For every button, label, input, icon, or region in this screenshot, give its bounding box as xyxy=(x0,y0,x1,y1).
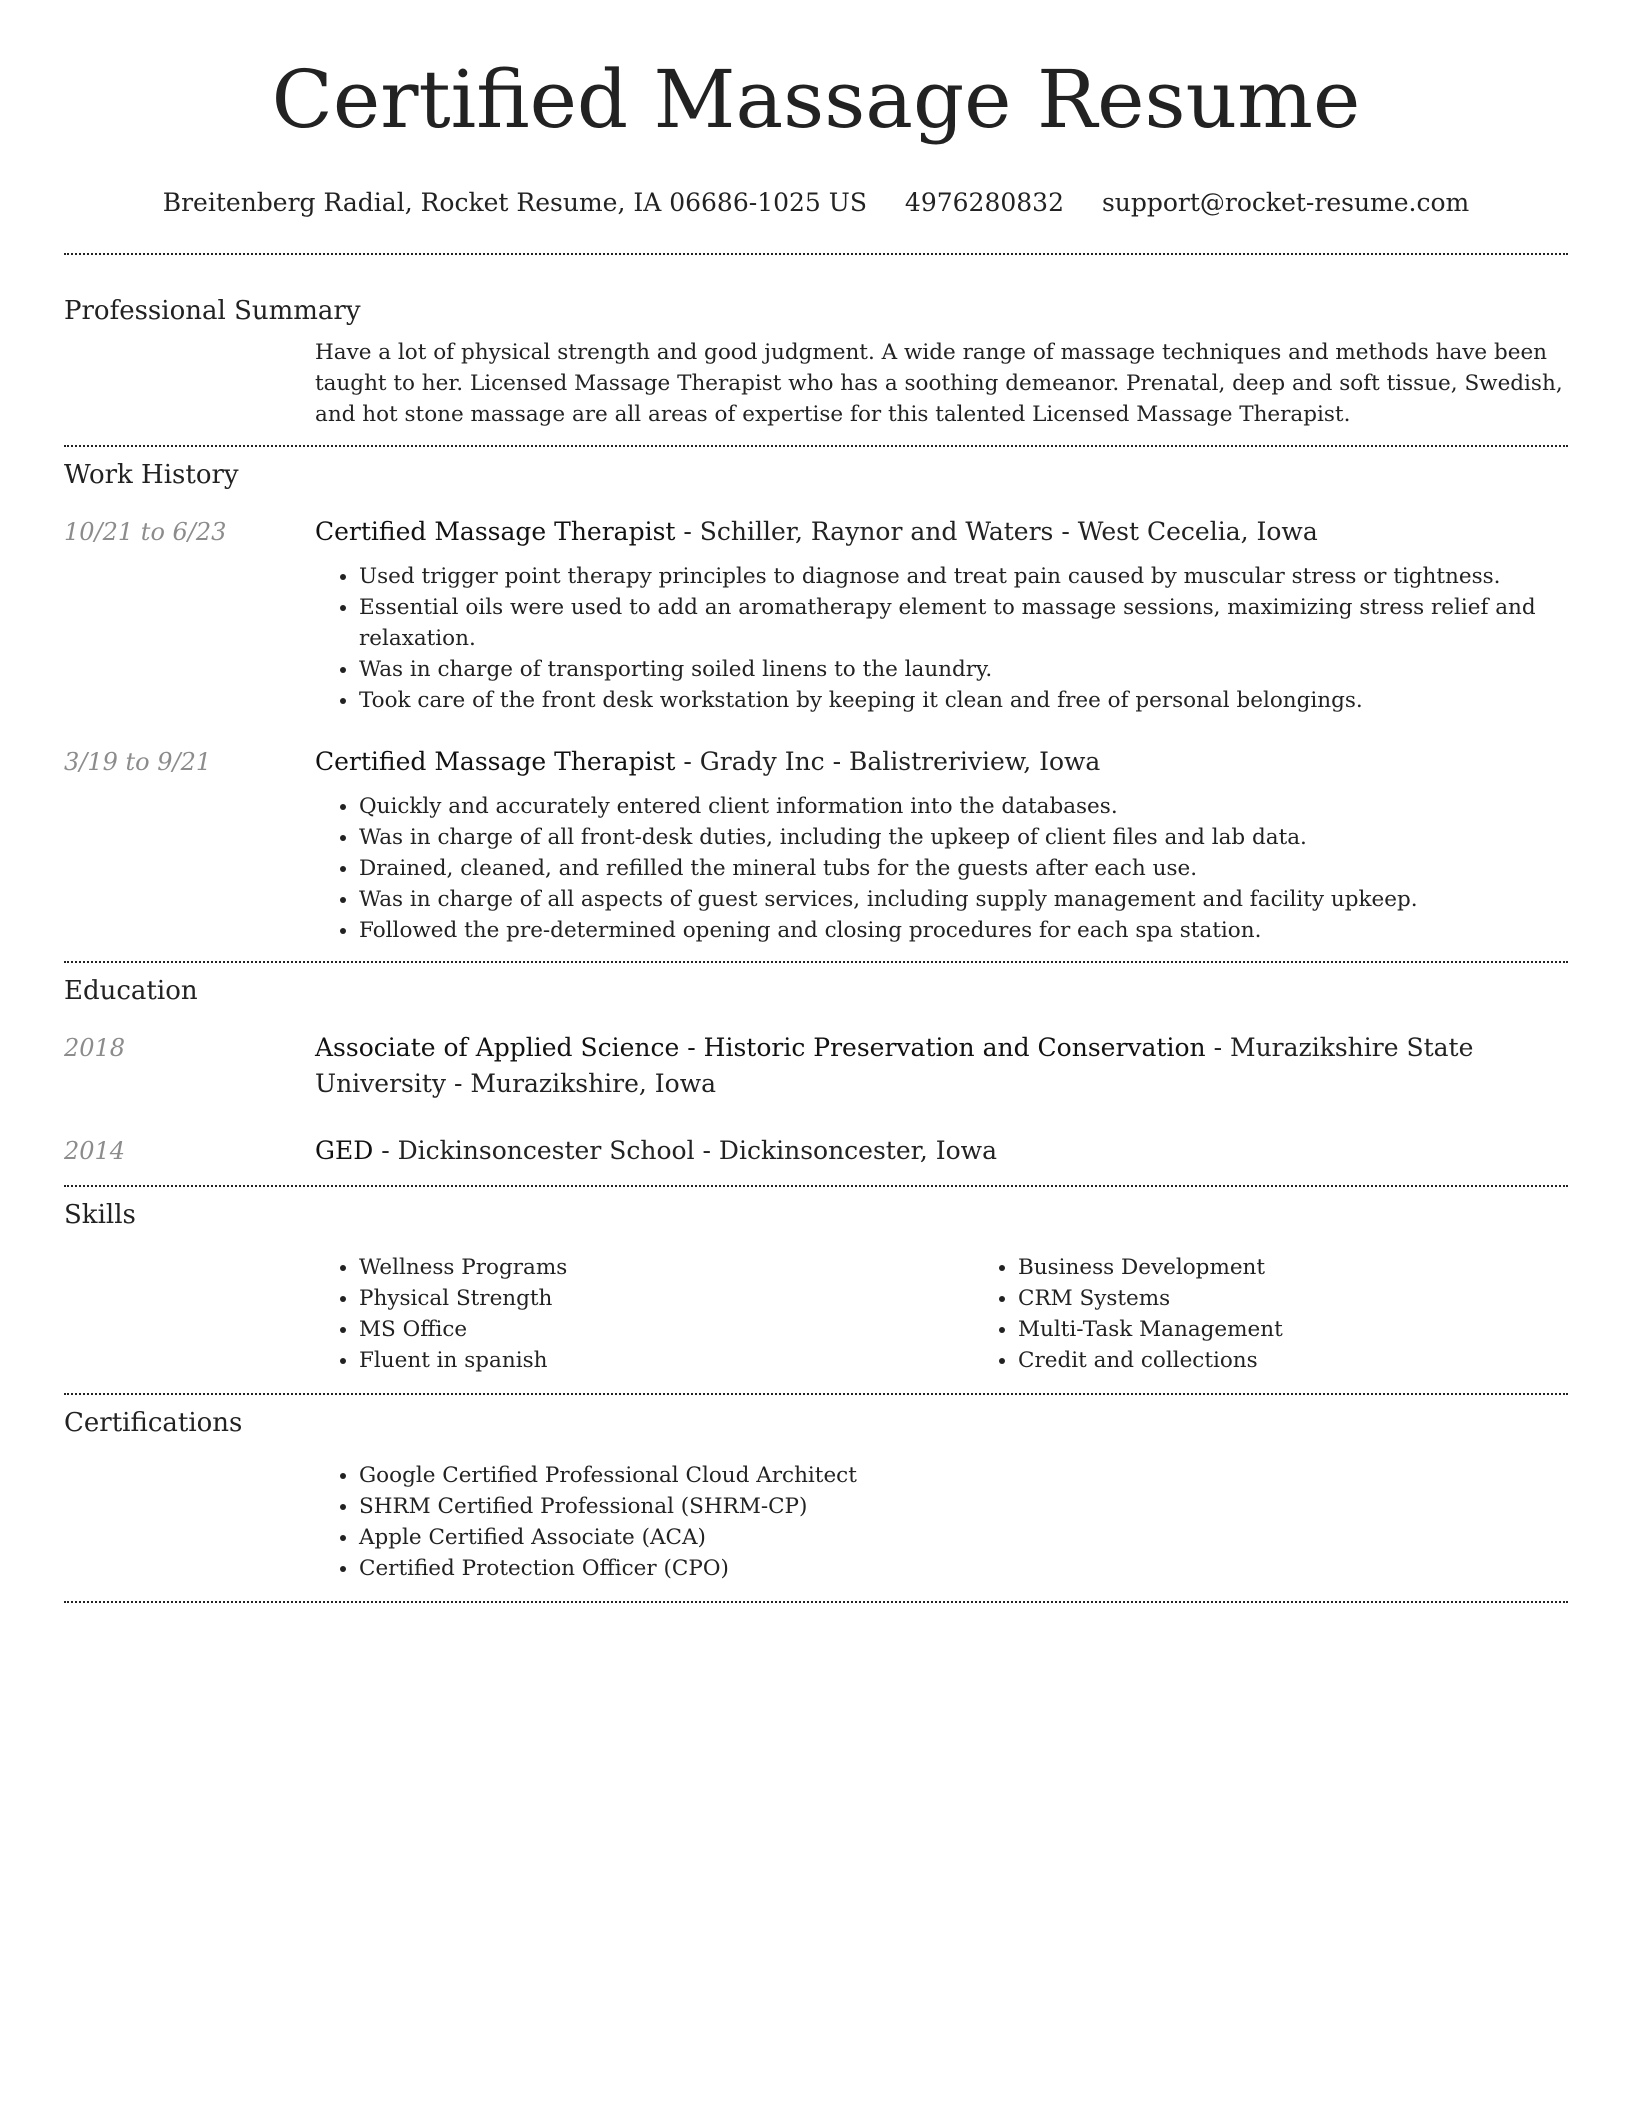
list-item: • Fluent in spanish xyxy=(359,1345,974,1376)
list-item: • Credit and collections xyxy=(1018,1345,1632,1376)
contact-address: Breitenberg Radial, Rocket Resume, IA 06686-1025 US xyxy=(162,188,867,217)
contact-phone: 4976280832 xyxy=(904,188,1064,217)
job-employer: - Schiller, Raynor and Waters - West Cecelia, Iowa xyxy=(675,517,1318,546)
list-item: • Was in charge of all front-desk duties, including the upkeep of client files and lab data. xyxy=(359,822,1568,853)
list-item: • Wellness Programs xyxy=(359,1252,974,1283)
divider xyxy=(64,1185,1568,1187)
certifications-section xyxy=(64,1406,1568,1584)
list-item: • Physical Strength xyxy=(359,1283,974,1314)
list-item: • Took care of the front desk workstation by keeping it clean and free of personal belongings. xyxy=(359,685,1568,716)
list-item: • Business Development xyxy=(1018,1252,1632,1283)
education-heading: Education xyxy=(64,976,198,1006)
education-degree: Associate of Applied Science - Historic Preservation and Conservation xyxy=(315,1033,1206,1062)
list-item: • Was in charge of transporting soiled linens to the laundry. xyxy=(359,654,1568,685)
contact-line xyxy=(64,186,1568,220)
job-title: Certified Massage Therapist xyxy=(315,747,676,776)
education-heading-line xyxy=(315,1133,1568,1169)
job-duties-list xyxy=(315,561,1568,716)
job-entry xyxy=(64,744,1568,946)
list-item: • Google Certified Professional Cloud Architect xyxy=(359,1460,1568,1491)
education-section xyxy=(64,974,1568,1169)
list-item: • Quickly and accurately entered client information into the databases. xyxy=(359,791,1568,822)
job-title: Certified Massage Therapist xyxy=(315,517,676,546)
work-history-heading: Work History xyxy=(64,460,239,490)
list-item: • Multi-Task Management xyxy=(1018,1314,1632,1345)
skills-list-left xyxy=(315,1252,974,1376)
job-entry xyxy=(64,514,1568,716)
job-employer: - Grady Inc - Balistreriview, Iowa xyxy=(675,747,1101,776)
list-item: • MS Office xyxy=(359,1314,974,1345)
list-item: • Was in charge of all aspects of guest services, including supply management and facility upkeep. xyxy=(359,884,1568,915)
divider xyxy=(64,1393,1568,1395)
job-heading xyxy=(315,514,1568,550)
list-item: • Apple Certified Associate (ACA) xyxy=(359,1522,1568,1553)
divider xyxy=(64,445,1568,447)
education-year: 2014 xyxy=(64,1137,126,1165)
divider xyxy=(64,1601,1568,1603)
skills-list-right xyxy=(974,1252,1632,1376)
divider xyxy=(64,961,1568,963)
list-item: • Followed the pre-determined opening and closing procedures for each spa station. xyxy=(359,915,1568,946)
resume-title: Certified Massage Resume xyxy=(271,53,1361,146)
certifications-heading: Certifications xyxy=(64,1408,243,1438)
skills-section xyxy=(64,1198,1568,1376)
education-degree: GED xyxy=(315,1136,374,1165)
summary-section xyxy=(64,294,1568,430)
education-year: 2018 xyxy=(64,1034,126,1062)
summary-heading: Professional Summary xyxy=(64,296,361,326)
list-item: • CRM Systems xyxy=(1018,1283,1632,1314)
job-dates: 3/19 to 9/21 xyxy=(64,748,212,776)
job-heading xyxy=(315,744,1568,780)
contact-email: support@rocket-resume.com xyxy=(1101,188,1470,217)
list-item: • Essential oils were used to add an aromatherapy element to massage sessions, maximizing stress relief and relaxation. xyxy=(359,592,1568,654)
education-school: - Murazikshire State University - Murazikshire, Iowa xyxy=(315,1033,1474,1098)
divider xyxy=(64,253,1568,255)
list-item: • Used trigger point therapy principles to diagnose and treat pain caused by muscular stress or tightness. xyxy=(359,561,1568,592)
job-dates: 10/21 to 6/23 xyxy=(64,518,227,546)
job-duties-list xyxy=(315,791,1568,946)
education-entry xyxy=(64,1133,1568,1169)
skills-heading: Skills xyxy=(64,1200,136,1230)
certifications-list xyxy=(315,1460,1568,1584)
education-school: - Dickinsoncester School - Dickinsoncester, Iowa xyxy=(373,1136,997,1165)
summary-text: Have a lot of physical strength and good judgment. A wide range of massage techniques and methods have been taught to her. Licensed Massage Therapist who has a soothing demeanor. Prenatal, deep and soft tissue, Swedish, and hot stone massage are all areas of expertise for this talented Licensed Massage Therapist. xyxy=(315,340,1563,427)
list-item: • Certified Protection Officer (CPO) xyxy=(359,1553,1568,1584)
education-heading-line xyxy=(315,1030,1568,1102)
education-entry xyxy=(64,1030,1568,1102)
list-item: • Drained, cleaned, and refilled the mineral tubs for the guests after each use. xyxy=(359,853,1568,884)
list-item: • SHRM Certified Professional (SHRM-CP) xyxy=(359,1491,1568,1522)
work-history-section xyxy=(64,458,1568,946)
